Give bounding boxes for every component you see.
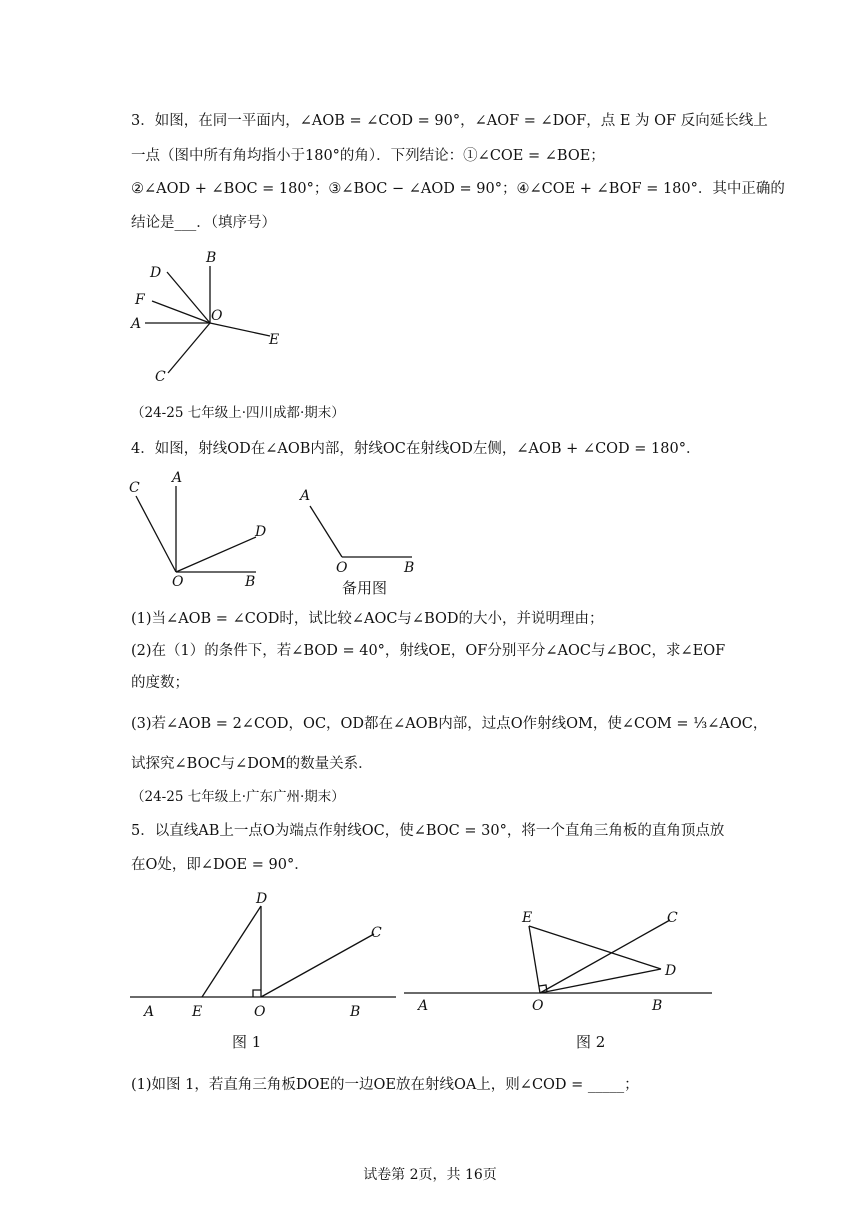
q3-label-b: B — [206, 250, 217, 266]
q5-fig1-label-o: O — [254, 1004, 266, 1020]
q4-label-c: C — [129, 480, 140, 496]
q4-part-1: (1)当∠AOB = ∠COD时，试比较∠AOC与∠BOD的大小，并说明理由； — [131, 611, 604, 627]
q5-fig2-label-a: A — [418, 998, 429, 1014]
q5-figure-2 — [402, 900, 717, 1058]
q4-part-2b: 的度数； — [131, 675, 189, 691]
q5-fig1-label-e: E — [192, 1004, 203, 1020]
q5-fig2-label-e: E — [522, 910, 533, 926]
q4-figure-2 — [292, 480, 432, 598]
q4-fig2-label-b: B — [404, 560, 415, 576]
q5-fig1-label-b: B — [350, 1004, 361, 1020]
q5-fig1-label-d: D — [256, 891, 268, 907]
source-q4: （24-25 七年级上·四川成都·期末） — [131, 405, 345, 421]
page-footer: 试卷第 2页，共 16页 — [363, 1167, 497, 1183]
source-q5: （24-25 七年级上·广东广州·期末） — [131, 789, 345, 805]
q5-line-2: 在O处，即∠DOE = 90°． — [131, 857, 309, 873]
q4-label-b: B — [245, 574, 256, 590]
q4-figure-1 — [125, 466, 275, 591]
q4-part-3a: (3)若∠AOB = 2∠COD，OC，OD都在∠AOB内部，过点O作射线OM，使∠COM = ⅓∠AOC， — [131, 716, 768, 732]
q3-label-a: A — [131, 316, 142, 332]
q3-line-3: ②∠AOD + ∠BOC = 180°；③∠BOC − ∠AOD = 90°；④∠COE + ∠BOF = 180°．其中正确的 — [131, 181, 785, 197]
q3-line-4: 结论是___．（填序号） — [131, 215, 276, 231]
q3-label-o: O — [211, 308, 223, 324]
q4-fig2-label-o: O — [336, 560, 348, 576]
q5-line-1: 5．以直线AB上一点O为端点作射线OC，使∠BOC = 30°，将一个直角三角板的直角顶点放 — [131, 823, 725, 839]
q5-fig2-label-o: O — [532, 998, 544, 1014]
q4-label-a: A — [172, 470, 183, 486]
q3-label-f: F — [135, 292, 145, 308]
q4-label-d: D — [255, 524, 267, 540]
q5-fig1-caption: 图 1 — [232, 1033, 262, 1051]
q3-label-e: E — [269, 332, 280, 348]
q5-fig2-caption: 图 2 — [576, 1033, 606, 1051]
q5-part-1: (1)如图 1，若直角三角板DOE的一边OE放在射线OA上，则∠COD = _____； — [131, 1077, 639, 1093]
q4-part-2a: (2)在（1）的条件下，若∠BOD = 40°，射线OE，OF分别平分∠AOC与∠BOC，求∠EOF — [131, 643, 726, 659]
q5-fig1-label-a: A — [144, 1004, 155, 1020]
q3-line-2: 一点（图中所有角均指小于180°的角）．下列结论：①∠COE = ∠BOE； — [131, 148, 605, 164]
q4-label-o: O — [172, 574, 184, 590]
q5-figure-1 — [128, 884, 403, 1059]
q5-fig2-label-b: B — [652, 998, 663, 1014]
q4-line-1: 4．如图，射线OD在∠AOB内部，射线OC在射线OD左侧，∠AOB + ∠COD = 180°． — [131, 441, 701, 457]
q4-fig2-label-a: A — [300, 488, 311, 504]
q3-label-c: C — [155, 369, 166, 385]
q5-fig2-label-d: D — [665, 963, 677, 979]
q4-part-3b: 试探究∠BOC与∠DOM的数量关系． — [131, 756, 373, 772]
q3-label-d: D — [150, 265, 162, 281]
q3-line-1: 3．如图，在同一平面内，∠AOB = ∠COD = 90°，∠AOF = ∠DOF，点 E 为 OF 反向延长线上 — [131, 113, 768, 129]
q4-fig2-caption: 备用图 — [342, 579, 388, 597]
q5-fig2-label-c: C — [667, 910, 678, 926]
q5-fig1-label-c: C — [371, 925, 382, 941]
q3-figure — [125, 248, 295, 388]
